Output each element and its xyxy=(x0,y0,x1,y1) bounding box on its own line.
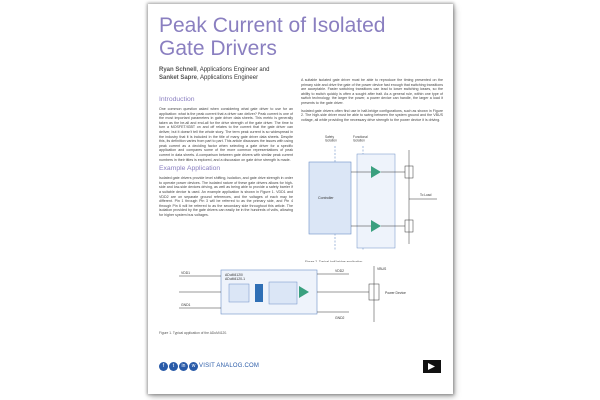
section-heading-example: Example Application xyxy=(159,165,221,173)
right-paragraph-1: A suitable isolated gate driver must be able to reproduce the timing presented on the primary side and drive the gate of the power device fast enough that switching transitions are acceptable. Faster switching transitions can lead to lower switching losses, so the ability to switch quickly is often a sought after trait. As a general rule, within one type of switch technology, the larger the power, a power device can handle, the larger a load it presents to the gate driver. xyxy=(301,78,443,105)
figure-1-application-diagram xyxy=(159,262,443,328)
fig1-label-gnd1: GND1 xyxy=(181,303,191,307)
facebook-icon[interactable]: f xyxy=(159,362,168,371)
fig1-chip-line1: ADuM4120/ xyxy=(225,273,243,277)
right-column xyxy=(301,78,443,125)
visit-link[interactable]: VISIT ANALOG.COM xyxy=(199,363,260,369)
figure-2-half-bridge-diagram xyxy=(305,132,443,258)
fig2-label-controller: Controller xyxy=(318,196,334,200)
title-line-1: Peak Current of Isolated xyxy=(159,14,386,37)
fig2-label-to-load: To Load xyxy=(420,193,432,197)
page-title xyxy=(159,14,439,60)
left-column xyxy=(159,94,293,220)
fig1-chip-line2: ADuM4120-1 xyxy=(225,276,245,281)
figure-1-caption: Figure 1. Typical application of the ADuM4120. xyxy=(159,331,228,335)
analog-devices-logo xyxy=(423,360,441,373)
fig1-label-power-device: Power Device xyxy=(385,291,406,295)
fig1-label-vdd2: VDD2 xyxy=(335,269,345,273)
weibo-icon[interactable]: w xyxy=(189,362,198,371)
document-page xyxy=(148,4,453,394)
fig1-label-vdd1: VDD1 xyxy=(181,271,191,275)
example-paragraph: Isolated gate drivers provide level shifting, isolation, and gate drive strength in order to operate power devices. The isolated nature of these gate drivers allows for high-side and low-side devices driving, as well as being able to provide a safety barrier if a suitable device is used. An example application is shown in Figure 1. VDD1 and VDD2 are on separate ground references, and the voltages of each may be different. Pin 1 through Pin 3 will be referred to as the primary side, and Pin 4 through Pin 6 will be referred to as the secondary side throughout this article. The isolation provided by the gate drivers can easily be in the hundreds of volts, allowing for higher system bus voltages. xyxy=(159,176,293,217)
fig2-safety-line1: Safety xyxy=(325,135,335,139)
fig2-safety-line2: Isolation xyxy=(325,138,337,143)
author-role: , Applications Engineer xyxy=(197,74,259,81)
fig1-label-vbus: VBUS xyxy=(377,267,387,271)
author-role: , Applications Engineer and xyxy=(196,67,270,73)
author-block xyxy=(159,67,269,82)
author-name: Ryan Schnell xyxy=(159,67,197,73)
linkedin-icon[interactable]: in xyxy=(179,362,188,371)
fig2-functional-line2: Isolation xyxy=(353,138,365,143)
author-line xyxy=(159,67,269,75)
page-footer xyxy=(159,360,443,374)
title-line-2: Gate Drivers xyxy=(159,37,277,60)
fig1-label-gnd2: GND2 xyxy=(335,316,345,320)
right-paragraph-2: Isolated gate drivers often find use in half-bridge configurations, such as shown in Figure 2. The high-side driver must be able to swing between the system ground and the VBUS voltage, all while providing the necessary drive strength to the power device it is driving. xyxy=(301,108,443,122)
section-heading-introduction: Introduction xyxy=(159,96,195,103)
intro-paragraph: One common question asked when considering what gate driver to use for an application: what is the peak current that a driver can deliver? Peak current is one of the most important parameters in gate driver data sheets. This metric is generally taken as the be-all and end-all for the drive strength of the gate driver. The time to turn a MOSFET/IGBT on and off relates to the current that the gate driver can deliver, but it doesn't tell the whole story. The term peak current is so widespread in the industry that it is included in the title of many gate driver data sheets. Despite this, its definition varies from part to part. This article discusses the issues with using peak current as a deciding factor when selecting a gate driver for a specific application and compares some of the more common representations of peak current in data sheets. A comparison between gate drivers with similar peak current numbers in their titles is explored, and a discussion on gate drive strength is made. xyxy=(159,107,293,162)
author-name: Sanket Sapre xyxy=(159,74,198,81)
twitter-icon[interactable]: t xyxy=(169,362,178,371)
fig1-label-chip xyxy=(225,273,245,281)
author-line xyxy=(159,75,269,83)
fig2-functional-line1: Functional xyxy=(353,135,368,139)
